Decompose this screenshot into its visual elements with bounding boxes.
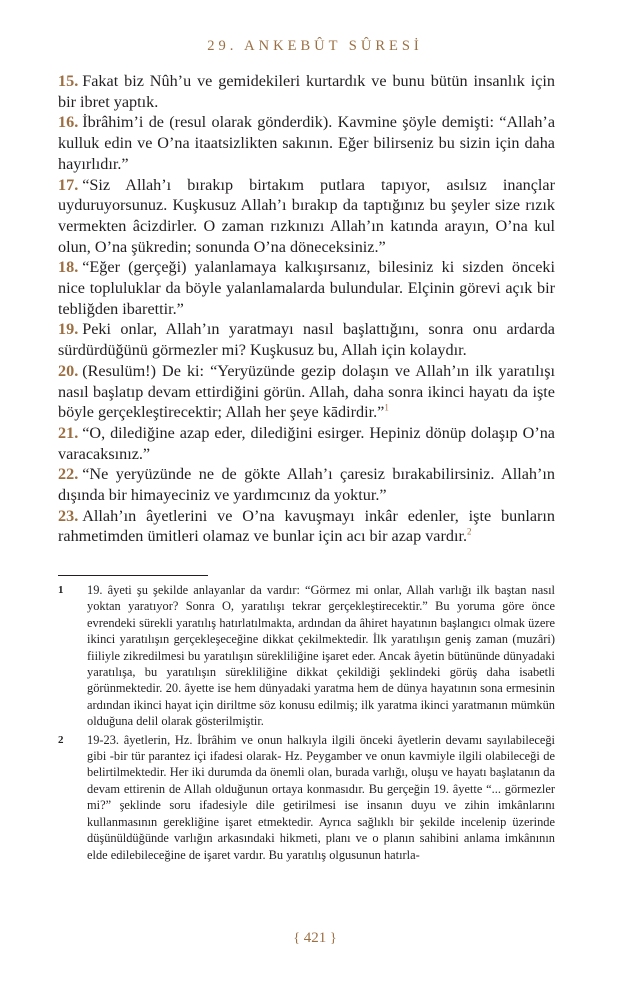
verse-number: 15.: [58, 72, 79, 90]
verse-text: (Resulüm!) De ki: “Yeryüzünde gezip dolaşın ve Allah’ın ilk yaratılışı nasıl başlatıp devam ettirdiğini görün. Allah, daha sonra ikinci hayatı da işte böyle gerçekleştirecektir; Allah her şeye kādirdir.”: [58, 361, 555, 422]
footnote-text: 19-23. âyetlerin, Hz. İbrâhim ve onun halkıyla ilgili önceki âyetlerin devamı sayılabileceği gibi -bir tür parantez içi ifadesi olarak- Hz. Peygamber ve onun kavmiyle ilgili olabileceği de belirtilmektedir. Her iki durumda da önemli olan, burada varlığı, oluşu ve hayatı başlatanın da devam ettirenin de Allah olduğunun ortaya konmasıdır. Bu gerçeğin 19. âyette “... görmezler mi?” şeklinde soru ifadesiyle dile getirilmesi ise insanın duyu ve zihin imkânlarını kullanmasının gerekliğine işaret etmektedir. Ayrıca sağlıklı bir şekilde incelenip üzerinde düşünüldüğünde varlığın arkasındaki hikmeti, planı ve o planın sahibini anlama imkânının elde edilebileceğine de işaret vardır. Bu yaratılış olgusunun hatırla-: [87, 732, 555, 862]
verse-number: 18.: [58, 258, 79, 277]
verse: [58, 175, 555, 258]
verse-number: 22.: [58, 465, 79, 484]
verse-text: “Siz Allah’ı bırakıp birtakım putlara tapıyor, asılsız inançlar uyduruyorsunuz. Kuşkusuz Allah’ı bırakıp da taptığınız bu şeyler size rızık vermekten âcizdirler. O zaman rızkınızı Allah’ın katında arayın, O’na kul olun, O’na şükredin; sonunda O’na döneceksiniz.”: [58, 175, 555, 256]
ornament-left-icon: {: [293, 931, 300, 946]
verse: [58, 319, 555, 360]
ornament-right-icon: }: [330, 931, 337, 946]
verse-number: 16.: [58, 113, 79, 132]
footnote-divider: [58, 575, 208, 576]
page-number-value: 421: [303, 930, 327, 946]
verse-text: Peki onlar, Allah’ın yaratmayı nasıl başlattığını, sonra onu ardarda sürdürdüğünü görmezler mi? Kuşkusuz bu, Allah için kolaydır.: [58, 320, 555, 360]
footnote-number: 1: [58, 584, 64, 596]
verse-number: 21.: [58, 423, 79, 442]
verse-number: 19.: [58, 320, 79, 339]
verse: [58, 112, 555, 174]
verse: [58, 464, 555, 505]
footnote-number: 2: [58, 733, 64, 746]
verse-number: 17.: [58, 175, 79, 194]
verse: [58, 506, 555, 547]
running-head: 29. ANKEBÛT SÛRESİ: [207, 38, 423, 54]
footnote-list: [58, 582, 555, 865]
footnote: [58, 582, 555, 730]
verse-text: İbrâhim’i de (resul olarak gönderdik). Kavmine şöyle demişti: “Allah’a kulluk edin ve O’na itaatsizlikten sakının. Eğer bilirseniz bu sizin için daha hayırlıdır.”: [58, 113, 555, 173]
footnote-ref[interactable]: 1: [384, 402, 389, 413]
verse: [58, 423, 555, 464]
verse-text: Allah’ın âyetlerini ve O’na kavuşmayı inkâr edenler, işte bunların rahmetimden ümitleri olamaz ve bunlar için acı bir azap vardır.: [58, 506, 555, 546]
verse-text: “Eğer (gerçeği) yalanlamaya kalkışırsanız, bilesiniz ki sizden önceki nice topluluklar da böyle yalanlamalarda bulundular. Elçinin görevi açık bir tebliğden ibarettir.”: [58, 258, 555, 318]
verse-number: 23.: [58, 506, 79, 525]
verse-list: [58, 71, 555, 547]
footnote: [58, 732, 555, 863]
page-number: [0, 930, 630, 947]
footnote-ref[interactable]: 2: [467, 527, 472, 538]
verse: [58, 361, 555, 423]
footnote-text: 19. âyeti şu şekilde anlayanlar da vardır: “Görmez mi onlar, Allah varlığı ilk baştan nasıl yoktan yaratıyor? Sonra O, yaratılışı tekrar gerçekleştirecektir.” Bu yoruma göre önce evrendeki sürekli yaratılış hatırlatılmakta, ardından da âhiret hayatının başlangıcı olmak üzere ikinci yaratılışın gerçekleşeceğine dikkat çekilmektedir. İlk yaratılışın geniş zaman (muzâri) fiiliyle zikredilmesi bu yaratılışın sürekliliğine işaret eder. Ancak âyetin bütününde dünyadaki yaratılışa, bu yaratılışın sürekliliğine dikkat çekildiği şeklindeki görüş daha isabetli görünmektedir. 20. âyette ise hem dünyadaki yaratma hem de dünya hayatının sona ermesinin ardından ikinci hayat için diriltme söz konusu edilmiş; ilk yaratma ikinci yaratmanın mümkün olduğuna delil olarak gösterilmiştir.: [87, 583, 555, 729]
verse: [58, 71, 555, 112]
verse-number: 20.: [58, 361, 79, 380]
verse-text: “Ne yeryüzünde ne de gökte Allah’ı çaresiz bırakabilirsiniz. Allah’ın dışında bir himayeciniz ve yardımcınız da yoktur.”: [58, 465, 555, 505]
verse-text: Fakat biz Nûh’u ve gemidekileri kurtardık ve bunu bütün insanlık için bir ibret yaptık.: [58, 72, 555, 111]
verse-text: “O, dilediğine azap eder, dilediğini esirger. Hepiniz dönüp dolaşıp O’na varacaksınız.”: [58, 423, 555, 463]
verse: [58, 257, 555, 319]
